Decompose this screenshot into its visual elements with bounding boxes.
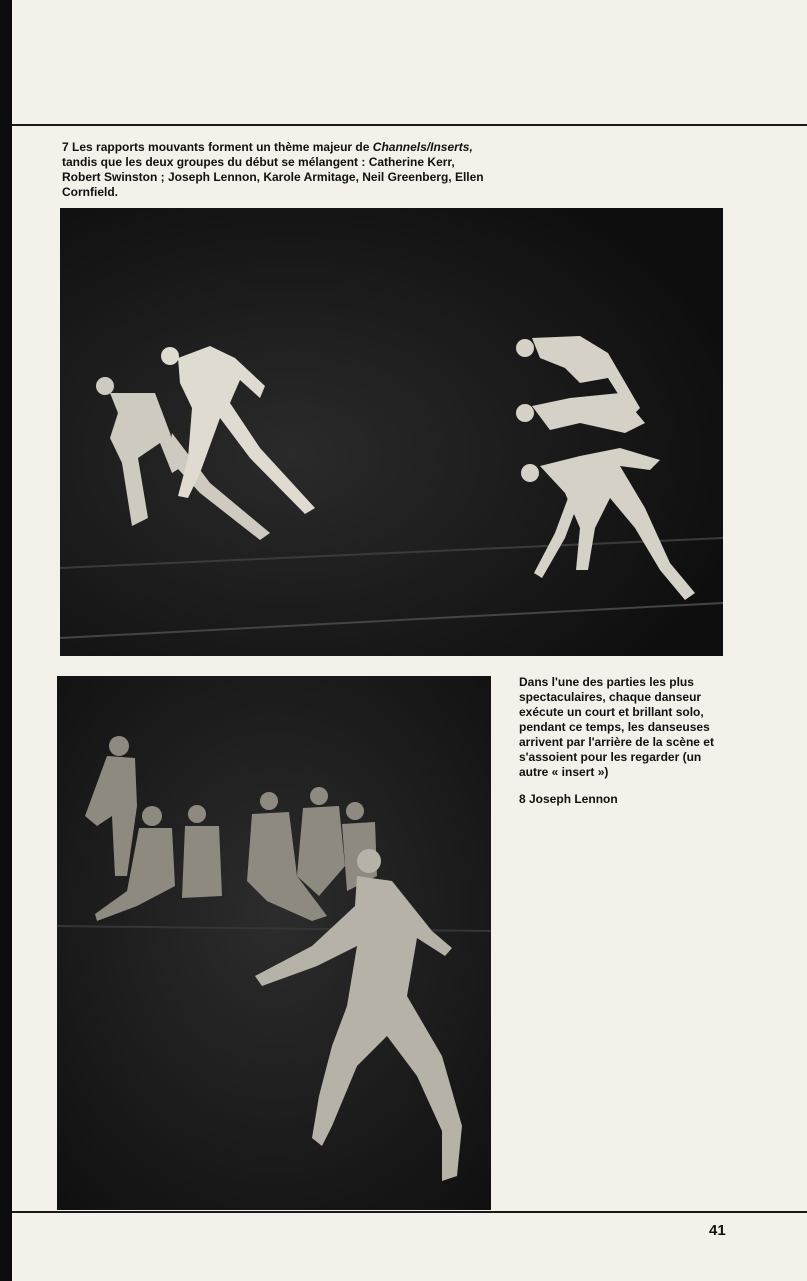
page-binding-edge <box>0 0 12 1281</box>
bottom-rule <box>12 1211 807 1213</box>
dance-photo-7 <box>60 208 723 656</box>
dance-photo-8 <box>57 676 491 1210</box>
page-number: 41 <box>709 1222 726 1239</box>
caption-text-before: Les rapports mouvants forment un thème majeur de <box>72 140 370 154</box>
caption-side-body: Dans l'une des parties les plus spectaculaires, chaque danseur exécute un court et brillant solo, pendant ce temps, les danseuses arrivent par l'arrière de la scène et s'assoient pour les regarder (un autre « insert ») <box>519 675 714 779</box>
caption-photo-8 <box>519 675 729 807</box>
caption-text-after: tandis que les deux groupes du début se mélangent : Catherine Kerr, Robert Swinston ; Joseph Lennon, Karole Armitage, Neil Greenberg, Ellen Cornfield. <box>62 155 484 199</box>
top-rule <box>12 124 807 126</box>
work-title: Channels/Inserts, <box>372 140 473 154</box>
caption-photo-7 <box>62 140 492 200</box>
caption-number: 7 <box>62 140 69 154</box>
caption-side-credit: 8 Joseph Lennon <box>519 792 618 806</box>
